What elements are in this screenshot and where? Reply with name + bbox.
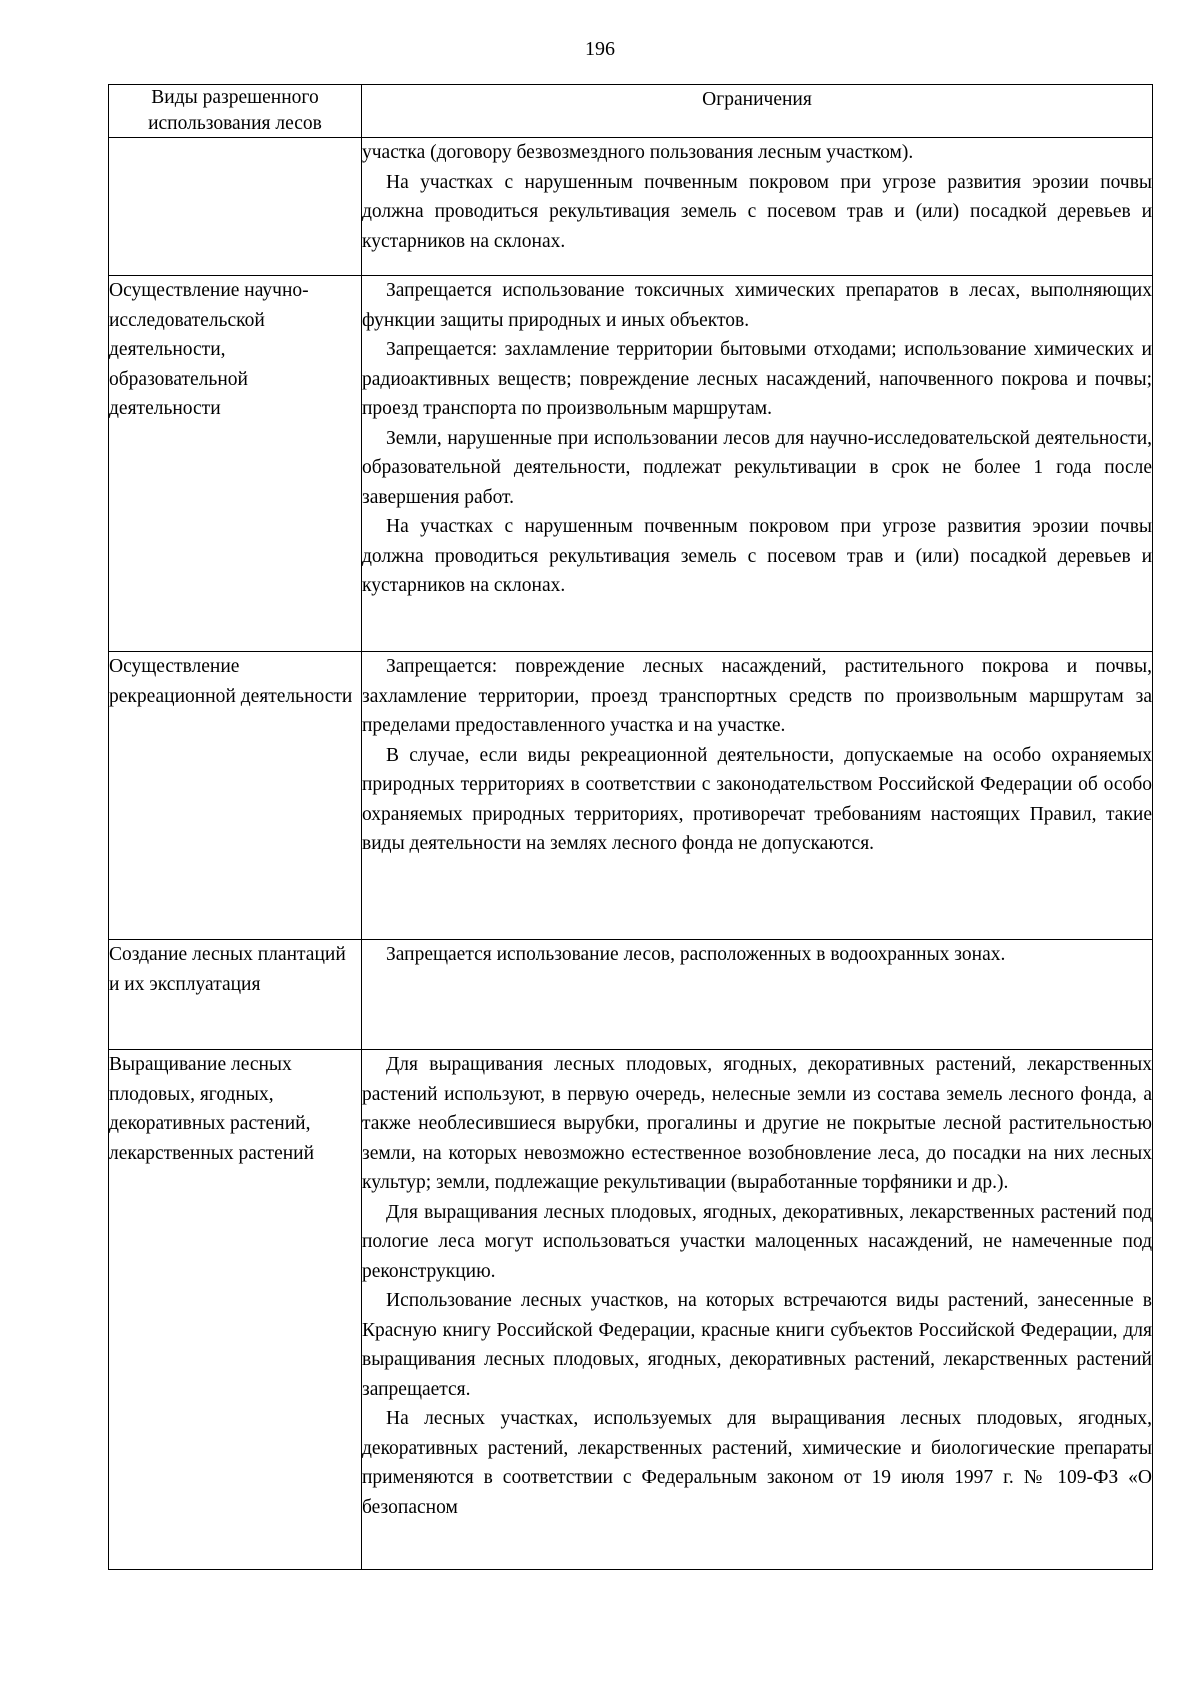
row-restrictions bbox=[362, 1050, 1153, 1570]
restriction-paragraph: На участках с нарушенным почвенным покровом при угрозе развития эрозии почвы должна проводиться рекультивация земель с посевом трав и (или) посадкой деревьев и кустарников на склонах. bbox=[362, 516, 1152, 596]
restriction-paragraph: Земли, нарушенные при использовании лесов для научно-исследовательской деятельности, образовательной деятельности, подлежат рекультивации в срок не более 1 года после завершения работ. bbox=[362, 427, 1152, 508]
row-kind: Осуществление научно-исследовательской деятельности, образовательной деятельности bbox=[109, 276, 362, 652]
table-row bbox=[109, 138, 1153, 276]
row-restrictions bbox=[362, 138, 1153, 276]
restrictions-table bbox=[108, 84, 1153, 1570]
restriction-paragraph: участка (договору безвозмездного пользования лесным участком). bbox=[362, 142, 914, 163]
row-kind: Создание лесных плантаций и их эксплуатация bbox=[109, 940, 362, 1050]
row-restrictions bbox=[362, 276, 1153, 652]
table-row bbox=[109, 940, 1153, 1050]
restriction-paragraph: Запрещается использование токсичных химических препаратов в лесах, выполняющих функции защиты природных и иных объектов. bbox=[362, 280, 1152, 331]
row-kind bbox=[109, 138, 362, 276]
restriction-paragraph: Использование лесных участков, на которых встречаются виды растений, занесенные в Красную книгу Российской Федерации, красные книги субъектов Российской Федерации, для выращивания лесных плодовых, ягодных, декоративных растений, лекарственных растений запрещается. bbox=[362, 1290, 1152, 1400]
header-restrictions: Ограничения bbox=[362, 85, 1153, 138]
restriction-paragraph: Запрещается: повреждение лесных насаждений, растительного покрова и почвы, захламление территории, проезд транспортных средств по произвольным маршрутам за пределами предоставленного участка и на участке. bbox=[362, 656, 1152, 736]
page-number: 196 bbox=[585, 38, 615, 60]
row-kind: Осуществление рекреационной деятельности bbox=[109, 652, 362, 940]
row-restrictions bbox=[362, 652, 1153, 940]
restriction-paragraph: Запрещается: захламление территории бытовыми отходами; использование химических и радиоактивных веществ; повреждение лесных насаждений, напочвенного покрова и почвы; проезд транспорта по произвольным маршрутам. bbox=[362, 339, 1152, 419]
restriction-paragraph: На участках с нарушенным почвенным покровом при угрозе развития эрозии почвы должна проводиться рекультивация земель с посевом трав и (или) посадкой деревьев и кустарников на склонах. bbox=[362, 171, 1152, 252]
table-header-row bbox=[109, 85, 1153, 138]
row-restrictions bbox=[362, 940, 1153, 1050]
table-row bbox=[109, 276, 1153, 652]
restriction-paragraph: Для выращивания лесных плодовых, ягодных, декоративных растений, лекарственных растений используют, в первую очередь, нелесные земли из состава земель лесного фонда, а также необлесившиеся вырубки, прогалины и другие не покрытые лесной растительностью земли, на которых невозможно естественное возобновление леса, до посадки на них лесных культур; земли, подлежащие рекультивации (выработанные торфяники и др.). bbox=[362, 1054, 1152, 1193]
restriction-paragraph: В случае, если виды рекреационной деятельности, допускаемые на особо охраняемых природных территориях в соответствии с законодательством Российской Федерации об особо охраняемых природных территориях, противоречат требованиям настоящих Правил, такие виды деятельности на землях лесного фонда не допускаются. bbox=[362, 744, 1152, 854]
restriction-paragraph: Запрещается использование лесов, расположенных в водоохранных зонах. bbox=[386, 944, 1006, 965]
table-row bbox=[109, 652, 1153, 940]
restriction-paragraph: Для выращивания лесных плодовых, ягодных, декоративных, лекарственных растений под пологие леса могут использоваться участки малоценных насаждений, не намеченные под реконструкцию. bbox=[362, 1201, 1152, 1282]
table-row bbox=[109, 1050, 1153, 1570]
header-kind: Виды разрешенного использования лесов bbox=[109, 85, 362, 138]
row-kind: Выращивание лесных плодовых, ягодных, декоративных растений, лекарственных растений bbox=[109, 1050, 362, 1570]
restriction-paragraph: На лесных участках, используемых для выращивания лесных плодовых, ягодных, декоративных растений, лекарственных растений, химические и биологические препараты применяются в соответствии с Федеральным законом от 19 июля 1997 г. № 109-ФЗ «О безопасном bbox=[362, 1408, 1152, 1518]
